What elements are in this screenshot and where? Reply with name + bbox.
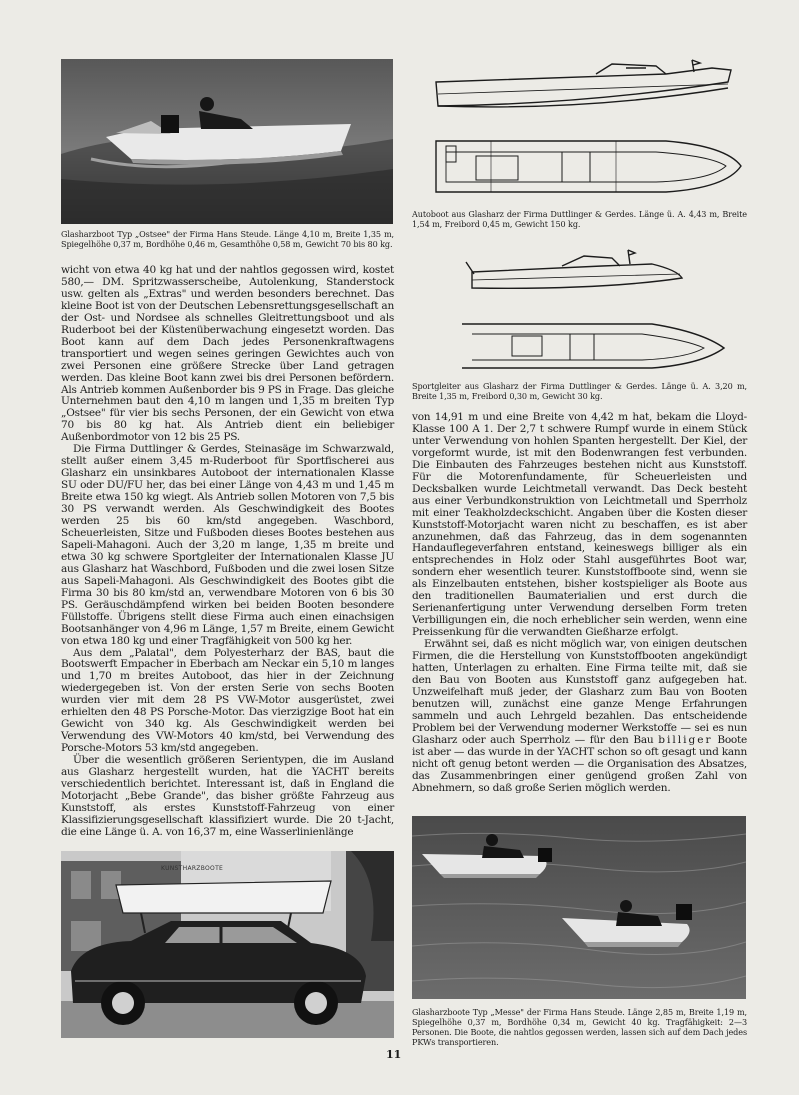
drawing-sportgleiter <box>452 244 752 374</box>
paragraph-part: Boote ist aber — das wurde in der YACHT schon so oft gesagt und kann nicht oft genug betont werden — die Organisation des Absatzes, das Zusammenbringen einer genügend großen Zahl von Abnehmern, so daß große Serien möglich werden. <box>412 733 747 794</box>
paragraph-part: Erwähnt sei, daß es nicht möglich war, von einigen deutschen Firmen, die die Herstellung von Kunststoffbooten angekündigt hatten, Unterlagen zu erhalten. Eine Firma teilte mit, daß sie den Bau von Booten aus Kunststoff ganz aufgegeben hat. Unzweifelhaft muß jeder, der Glasharz zum Bau von Booten benutzen will, zunächst eine ganze Menge Erfahrungen sammeln und auch Lehrgeld bezahlen. Das entscheidende Problem bei der Verwendung moderner Werkstoffe — sei es nun Glasharz oder auch Sperrholz — für den Bau <box>412 638 747 746</box>
spaced-emphasis: billiger <box>658 733 713 746</box>
paragraph: Aus dem „Palatal", dem Polyesterharz der BAS, baut die Bootswerft Empacher in Eberbach am Neckar ein 5,10 m langes und 1,70 m breites Autoboot, das hier in der Zeichnung wiedergegeben ist. Von der ersten Serie von sechs Booten wurden vier mit dem 28 PS VW-Motor ausgerüstet, zwei erhielten den 48 PS Porsche-Motor. Das vierzigzige Boot hat ein Gewicht von 340 kg. Als Geschwindigkeit werden bei Verwendung des VW-Motors 40 km/std, bei Verwendung des Porsche-Motors 53 km/std angegeben. <box>61 646 394 755</box>
sign-kunstharzboote: KUNSTHARZBOOTE <box>161 865 224 872</box>
drawing-autoboot <box>416 56 751 206</box>
caption-messe: Glasharzboote Typ „Messe" der Firma Hans Steude. Länge 2,85 m, Breite 1,19 m, Spiegelhöhe 0,37 m, Bordhöhe 0,34 m, Gewicht 40 kg. Tragfähigkeit: 2—3 Personen. Die Boote, die nahtlos gegossen werden, lassen sich auf dem Dach jedes PKWs transportieren. <box>412 1007 747 1047</box>
paragraph: Die Firma Duttlinger & Gerdes, Steinasäge im Schwarzwald, stellt außer einem 3,45 m-Ruderboot für Sportfischerei aus Glasharz ein unsinkbares Autoboot der internationalen Klasse SU oder DU/FU her, das bei einer Länge von 4,43 m und 1,45 m Breite etwa 150 kg wiegt. Als Antrieb sollen Motoren von 7,5 bis 30 PS verwandt werden. Als Geschwindigkeit des Bootes werden 25 bis 60 km/std angegeben. Waschbord, Scheuerleisten, Sitze und Fußboden dieses Bootes bestehen aus Sapeli-Mahagoni. Auch der 3,20 m lange, 1,35 m breite und etwa 30 kg schwere Sportgleiter der Internationalen Klasse JU aus Glasharz hat Waschbord, Fußboden und die zwei losen Sitze aus Sapeli-Mahagoni. Als Geschwindigkeit des Bootes gibt die Firma 30 bis 80 km/std an, verwendbare Motoren von 6 bis 30 PS. Geräuschdämpfend wirken bei beiden Booten besondere Füllstoffe. Übrigens stellt diese Firma auch einen einachsigen Bootsanhänger von 4,96 m Länge, 1,57 m Breite, einem Gewicht von etwa 180 kg und einer Tragfähigkeit von 500 kg her. <box>61 443 394 647</box>
photo-car-with-boat <box>61 851 394 1038</box>
paragraph <box>412 639 747 794</box>
photo-messe-boats <box>412 816 746 999</box>
paragraph: wicht von etwa 40 kg hat und der nahtlos gegossen wird, kostet 580,— DM. Spritzwasserscheibe, Autolenkung, Standerstock usw. gelten als „Extras" und werden besonders berechnet. Das kleine Boot ist von der Deutschen Lebensrettungsgesellschaft an der Ost- und Nordsee als schnelles Gleitrettungsboot und als Ruderboot bei der Küstenüberwachung eingesetzt worden. Das Boot kann auf dem Dach jedes Personenkraftwagens transportiert und wegen seines geringen Gewichtes auch von zwei Personen eine größere Strecke über Land getragen werden. Das kleine Boot kann zwei bis drei Personen befördern. Als Antrieb kommen Außenborder bis 9 PS in Frage. Das gleiche Unternehmen baut den 4,10 m langen und 1,35 m breiten Typ „Ostsee" für vier bis sechs Personen, der ein Gewicht von etwa 70 bis 80 kg hat. Als Antrieb dient ein beliebiger Außenbordmotor von 12 bis 25 PS. <box>61 264 394 444</box>
paragraph: von 14,91 m und eine Breite von 4,42 m hat, bekam die Lloyd-Klasse 100 A 1. Der 2,7 t schwere Rumpf wurde in einem Stück unter Verwendung von hohlen Spanten hergestellt. Der Kiel, der vorgeformt wurde, ist mit den Bodenwrangen fest verbunden. Die Einbauten des Fahrzeuges bestehen nicht aus Kunststoff. Für die Motorenfundamente, für Scheuerleisten und Decksbalken wurde Leichtmetall verwandt. Das Deck besteht aus einer Verbundkonstruktion von Leichtmetall und Sperrholz mit einer Teakholzdeckschicht. Angaben über die Kosten dieser Kunststoff-Motorjacht waren nicht zu beschaffen, es ist aber anzunehmen, daß das Fahrzeug, das in dem sogenannten Handauflegeverfahren entstand, keineswegs billiger als ein entsprechendes in Holz oder Stahl ausgeführtes Boot war, sondern eher wesentlich teurer. Kunststoffboote sind, wenn sie als Einzelbauten entstehen, bisher kostspieliger als Boote aus den traditionellen Baumaterialien und erst durch die Serienanfertigung unter Verwendung derselben Form treten Verbilligungen ein, die noch erheblicher sein werden, wenn eine Preissenkung für die verwandten Gießharze erfolgt. <box>412 411 747 639</box>
caption-autoboot: Autoboot aus Glasharz der Firma Duttlinger & Gerdes. Länge ü. A. 4,43 m, Breite 1,54 m, Freibord 0,45 m, Gewicht 150 kg. <box>412 209 747 229</box>
right-column-text <box>412 412 747 795</box>
caption-sportgleiter: Sportgleiter aus Glasharz der Firma Duttlinger & Gerdes. Länge ü. A. 3,20 m, Breite 1,35 m, Freibord 0,30 m, Gewicht 30 kg. <box>412 381 747 401</box>
photo-ostsee-boat <box>61 59 393 224</box>
left-column-text <box>61 265 394 839</box>
caption-ostsee: Glasharzboot Typ „Ostsee" der Firma Hans Steude. Länge 4,10 m, Breite 1,35 m, Spiegelhöhe 0,37 m, Bordhöhe 0,46 m, Gesamthöhe 0,58 m, Gewicht 70 bis 80 kg. <box>61 229 394 249</box>
paragraph: Über die wesentlich größeren Serientypen, die im Ausland aus Glasharz hergestellt wurden, hat die YACHT bereits verschiedentlich berichtet. Interessant ist, daß in England die Motorjacht „Bebe Grande", das bisher größte Fahrzeug aus Kunststoff, als erstes Kunststoff-Fahrzeug von einer Klassifizierungsgesellschaft klassifiziert wurde. Die 20 t-Jacht, die eine Länge ü. A. von 16,37 m, eine Wasserlinienlänge <box>61 754 394 838</box>
page-number: 11 <box>386 1048 402 1061</box>
